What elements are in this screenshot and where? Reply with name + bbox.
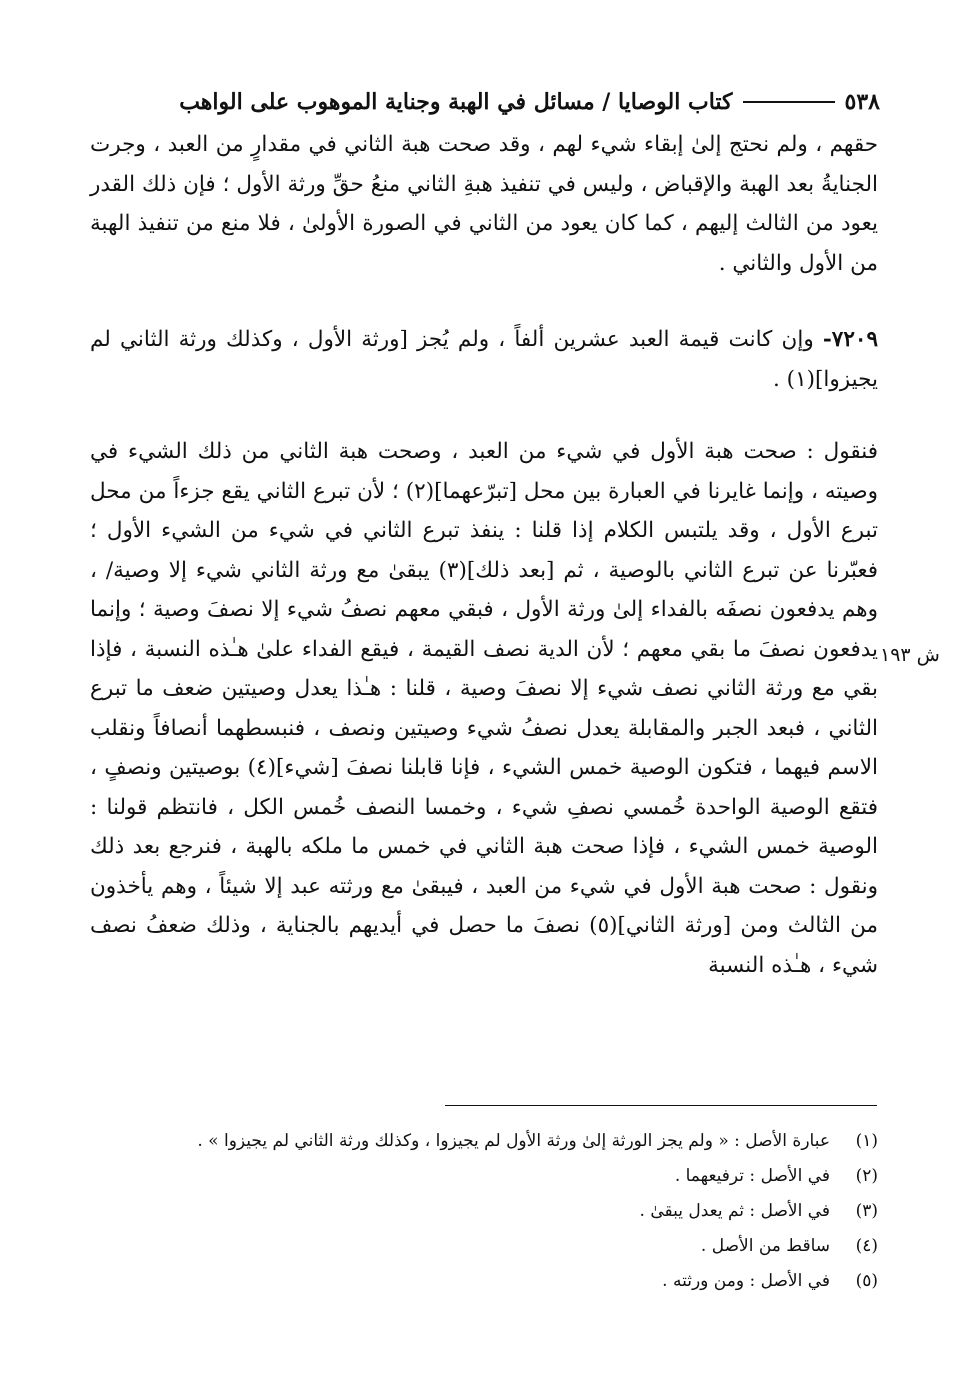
- footnote-number: (٢): [855, 1166, 878, 1186]
- footnote-item: [90, 1194, 878, 1229]
- main-text: [90, 125, 878, 985]
- footnote-item: [90, 1264, 878, 1299]
- issue-number: ٧٢٠٩-: [822, 327, 878, 352]
- footnote-text: في الأصل : ترفيعهما .: [674, 1166, 830, 1186]
- footnote-item: [90, 1159, 878, 1194]
- footnote-number: (٥): [855, 1271, 878, 1291]
- paragraph-3: فنقول : صحت هبة الأول في شيء من العبد ، وصحت هبة الثاني من ذلك الشيء في وصيته ، وإنما غايرنا في العبارة بين محل [تبرّعهما](٢) ؛ لأن تبرع الثاني يقع جزءاً من محل تبرع الأول ، وقد يلتبس الكلام إذا قلنا : ينفذ تبرع الثاني في شيء من الشيء الأول ؛ فعبّرنا عن تبرع الثاني بالوصية ، ثم [بعد ذلك](٣) يبقىٰ مع ورثة الثاني شيء إلا وصية/ ، وهم يدفعون نصفَه بالفداء إلىٰ ورثة الأول ، فبقي معهم نصفُ شيء إلا نصفَ وصية ؛ وإنما يدفعون نصفَ ما بقي معهم ؛ لأن الدية نصف القيمة ، فيقع الفداء علىٰ هـٰذه النسبة ، فإذا بقي مع ورثة الثاني نصف شيء إلا نصفَ وصية ، قلنا : هـٰذا يعدل وصيتين ضعف ما تبرع الثاني ، فبعد الجبر والمقابلة يعدل نصفُ شيء وصيتين ونصف ، فنبسطهما أنصافاً ونقلب الاسم فيهما ، فتكون الوصية خمس الشيء ، فإنا قابلنا نصفَ [شيء](٤) بوصيتين ونصفٍ ، فتقع الوصية الواحدة خُمسي نصفِ شيء ، وخمسا النصف خُمس الكل ، فانتظم قولنا : الوصية خمس الشيء ، فإذا صحت هبة الثاني في خمس ما ملكه بالهبة ، فنرجع بعد ذلك ونقول : صحت هبة الأول في شيء من العبد ، فيبقىٰ مع ورثته عبد إلا شيئاً ، وهم يأخذون من الثالث ومن [ورثة الثاني](٥) نصفَ ما حصل في أيديهم بالجناية ، وذلك ضعفُ نصف شيء ، هـٰذه النسبة: [90, 439, 879, 978]
- footnote-item: [90, 1229, 878, 1264]
- paragraph-1: حقهم ، ولم نحتج إلىٰ إبقاء شيء لهم ، وقد صحت هبة الثاني في مقدارٍ من العبد ، وجرت الجنايةُ بعد الهبة والإقباض ، وليس في تنفيذ هبةِ الثاني منعُ حقِّ ورثة الأول ؛ فإن ذلك القدر يعود من الثالث إليهم ، كما كان يعود من الثاني في الصورة الأولىٰ ، فلا منع من تنفيذ الهبة من الأول والثاني .: [90, 132, 878, 276]
- footnote-divider: [445, 1105, 877, 1106]
- footnote-text: عبارة الأصل : « ولم يجز الورثة إلىٰ ورثة الأول لم يجيزوا ، وكذلك ورثة الثاني لم يجيزوا » .: [197, 1131, 830, 1151]
- page-number: ٥٣٨: [844, 89, 880, 115]
- running-header: [90, 80, 880, 124]
- footnote-number: (١): [855, 1131, 878, 1151]
- footnote-item: [90, 1124, 878, 1159]
- margin-reference: ش ١٩٣: [880, 644, 940, 666]
- footnote-text: ساقط من الأصل .: [700, 1236, 830, 1256]
- header-title: كتاب الوصايا / مسائل في الهبة وجناية الموهوب على الواهب: [179, 89, 733, 115]
- footnote-text: في الأصل : ومن ورثته .: [662, 1271, 830, 1291]
- paragraph-2: [90, 320, 878, 399]
- paragraph-2-text: وإن كانت قيمة العبد عشرين ألفاً ، ولم يُجز [ورثة الأول ، وكذلك ورثة الثاني لم يجيزوا](١) .: [90, 327, 878, 392]
- header-rule: [743, 101, 835, 103]
- footnote-number: (٤): [855, 1236, 878, 1256]
- footnote-text: في الأصل : ثم يعدل يبقىٰ .: [639, 1201, 830, 1221]
- footnotes: [90, 1124, 878, 1299]
- footnote-number: (٣): [855, 1201, 878, 1221]
